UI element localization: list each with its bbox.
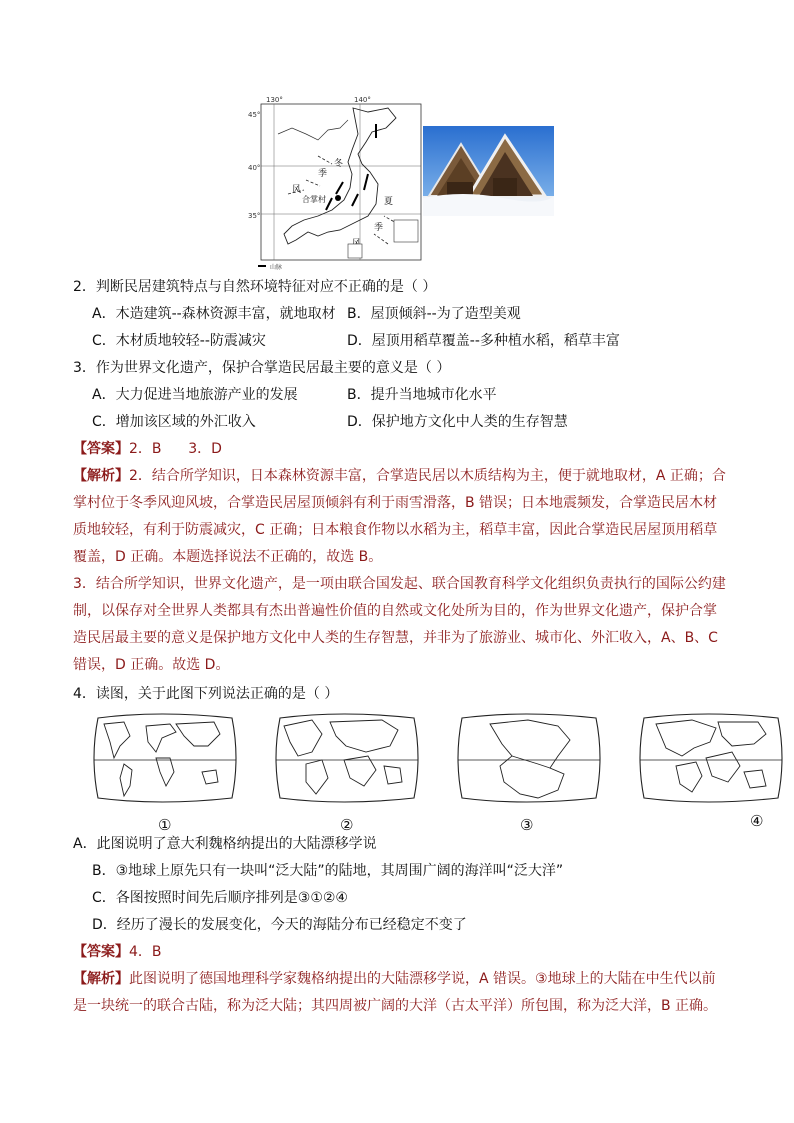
drift-map-4 xyxy=(640,714,782,830)
answer-block-1 xyxy=(73,439,222,459)
q2-option-b: B．屋顶倾斜--为了造型美观 xyxy=(347,306,521,322)
analysis-1-line-4: 覆盖，D 正确。本题选择说法不正确的，故选 B。 xyxy=(73,549,383,565)
q2-option-d: D．屋顶用稻草覆盖--多种植水稻，稻草丰富 xyxy=(347,333,620,349)
map-lon-140: 140° xyxy=(354,96,371,104)
q2-option-c: C．木材质地较轻--防震减灾 xyxy=(92,333,266,349)
q3-stem: 3．作为世界文化遗产，保护合掌造民居最主要的意义是（ ） xyxy=(73,360,451,376)
map-village-label: 合掌村 xyxy=(302,195,326,204)
answer-block-2 xyxy=(73,942,162,962)
drift-map-label-2: ② xyxy=(340,816,354,834)
map-wind-season: 季 xyxy=(318,169,328,179)
analysis-1-line-1 xyxy=(73,466,726,486)
q4-stem: 4．读图，关于此图下列说法正确的是（ ） xyxy=(73,686,339,702)
map-lon-130: 130° xyxy=(266,96,283,104)
drift-map-label-3: ③ xyxy=(520,816,534,834)
map-wind-label: 风 xyxy=(292,185,302,195)
answer-text: 2．B 3．D xyxy=(129,441,222,457)
q4-option-c: C．各图按照时间先后顺序排列是③①②④ xyxy=(92,890,348,906)
legend-label: 山脉 xyxy=(270,264,283,271)
continental-drift-maps xyxy=(90,712,764,836)
analysis-1-line-6: 制，以保存对全世界人类都具有杰出普遍性价值的自然或文化处所为目的，作为世界文化遗产，保护合掌 xyxy=(73,603,717,619)
q4-option-a: A．此图说明了意大利魏格纳提出的大陆漂移学说 xyxy=(73,836,377,852)
analysis-text: 此图说明了德国地理科学家魏格纳提出的大陆漂移学说，A 错误。③地球上的大陆在中生代以前 xyxy=(129,971,716,987)
map-lat-35: 35° xyxy=(248,212,261,220)
drift-map-1 xyxy=(94,714,236,834)
analysis-tag: 【解析】 xyxy=(73,971,129,987)
answer-text: 4．B xyxy=(129,944,162,960)
q3-option-c: C．增加该区域的外汇收入 xyxy=(92,414,256,430)
analysis-text: 2．结合所学知识，日本森林资源丰富，合掌造民居以木质结构为主，便于就地取材，A 正确；合 xyxy=(129,468,726,484)
map-wind-winter: 冬 xyxy=(334,159,344,169)
q3-option-b: B．提升当地城市化水平 xyxy=(347,387,497,403)
analysis-1-line-3: 质地较轻，有利于防震减灾，C 正确；日本粮食作物以水稻为主，稻草丰富，因此合掌造民居屋顶用稻草 xyxy=(73,522,718,538)
q4-option-b: B．③地球上原先只有一块叫“泛大陆”的陆地，其周围广阔的海洋叫“泛大洋” xyxy=(92,863,564,879)
analysis-1-line-5: 3．结合所学知识，世界文化遗产，是一项由联合国发起、联合国教育科学文化组织负责执行的国际公约建 xyxy=(73,576,726,592)
drift-map-2 xyxy=(276,714,418,834)
map-wind-season-2: 季 xyxy=(374,223,384,233)
q3-option-a: A．大力促进当地旅游产业的发展 xyxy=(92,387,298,403)
analysis-1-line-2: 掌村位于冬季风迎风坡，合掌造民居屋顶倾斜有利于雨雪滑落，B 错误；日本地震频发，合掌造民居木材 xyxy=(73,495,718,511)
q4-option-d: D．经历了漫长的发展变化，今天的海陆分布已经稳定不变了 xyxy=(92,917,467,933)
drift-map-3 xyxy=(458,714,600,834)
map-wind-summer: 夏 xyxy=(384,197,394,207)
japan-map xyxy=(248,94,424,270)
map-inset xyxy=(348,244,362,258)
analysis-2-line-2: 是一块统一的联合古陆，称为泛大陆；其四周被广阔的大洋（古太平洋）所包围，称为泛大洋，B 正确。 xyxy=(73,998,718,1014)
drift-map-label-1: ① xyxy=(158,816,172,834)
analysis-1-line-7: 造民居最主要的意义是保护地方文化中人类的生存智慧，并非为了旅游业、城市化、外汇收入，A、B、C xyxy=(73,630,718,646)
map-inset xyxy=(394,220,418,242)
analysis-tag: 【解析】 xyxy=(73,468,129,484)
gassho-house-photo xyxy=(423,126,554,216)
q2-stem: 2．判断民居建筑特点与自然环境特征对应不正确的是（ ） xyxy=(73,279,437,295)
drift-map-label-4: ④ xyxy=(750,812,764,830)
village-dot-icon xyxy=(335,195,341,201)
map-lat-45: 45° xyxy=(248,111,261,119)
map-lat-40: 40° xyxy=(248,164,261,172)
q2-option-a: A．木造建筑--森林资源丰富，就地取材 xyxy=(92,306,336,322)
answer-tag: 【答案】 xyxy=(73,441,129,457)
answer-tag: 【答案】 xyxy=(73,944,129,960)
analysis-1-line-8: 错误，D 正确。故选 D。 xyxy=(73,657,230,673)
q3-option-d: D．保护地方文化中人类的生存智慧 xyxy=(347,414,568,430)
analysis-2-line-1 xyxy=(73,969,716,989)
